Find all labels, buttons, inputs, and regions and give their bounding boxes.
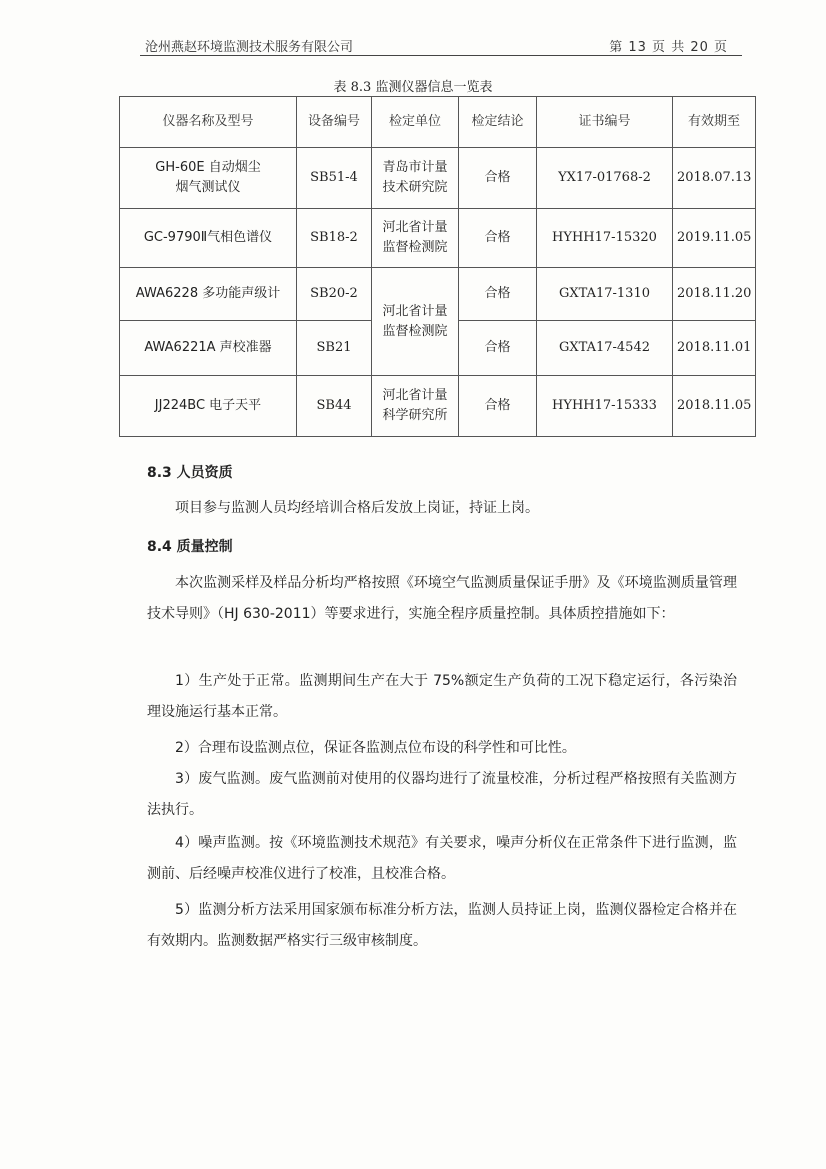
table-row (120, 376, 756, 437)
column-header: 设备编号 (297, 97, 372, 148)
instrument-name: JJ224BC 电子天平 (120, 376, 297, 437)
calibration-unit: 河北省计量监督检测院 (372, 268, 459, 376)
valid-until: 2018.07.13 (673, 148, 756, 209)
calibration-unit: 河北省计量科学研究所 (372, 376, 459, 437)
certificate-number: HYHH17-15320 (537, 209, 673, 268)
device-id: SB18-2 (297, 209, 372, 268)
table-row (120, 268, 756, 321)
qc-item-4: 4）噪声监测。按《环境监测技术规范》有关要求，噪声分析仪在正常条件下进行监测，监测前、后经噪声校准仪进行了校准，且校准合格。 (147, 835, 737, 882)
certificate-number: YX17-01768-2 (537, 148, 673, 209)
device-id: SB51-4 (297, 148, 372, 209)
device-id: SB20-2 (297, 268, 372, 321)
instrument-table (119, 96, 756, 437)
page-number: 第 13 页 共 20 页 (609, 40, 728, 55)
section-heading-8-4: 8.4 质量控制 (147, 539, 233, 555)
calibration-result: 合格 (459, 148, 537, 209)
device-id: SB21 (297, 321, 372, 376)
table-row (120, 209, 756, 268)
calibration-result: 合格 (459, 268, 537, 321)
column-header: 仪器名称及型号 (120, 97, 297, 148)
table-header-row (120, 97, 756, 148)
page-header (140, 33, 742, 56)
instrument-name: GH-60E 自动烟尘烟气测试仪 (120, 148, 297, 209)
calibration-result: 合格 (459, 321, 537, 376)
column-header: 证书编号 (537, 97, 673, 148)
section-heading-8-3: 8.3 人员资质 (147, 465, 233, 481)
qc-item-5: 5）监测分析方法采用国家颁布标准分析方法，监测人员持证上岗，监测仪器检定合格并在有效期内。监测数据严格实行三级审核制度。 (147, 902, 737, 949)
certificate-number: GXTA17-4542 (537, 321, 673, 376)
calibration-result: 合格 (459, 209, 537, 268)
column-header: 检定单位 (372, 97, 459, 148)
section-8-4-intro: 本次监测采样及样品分析均严格按照《环境空气监测质量保证手册》及《环境监测质量管理技术导则》（HJ 630-2011）等要求进行，实施全程序质量控制。具体质控措施如下： (147, 575, 737, 622)
instrument-name: AWA6221A 声校准器 (120, 321, 297, 376)
valid-until: 2018.11.05 (673, 376, 756, 437)
section-8-3-text: 项目参与监测人员均经培训合格后发放上岗证，持证上岗。 (175, 500, 539, 516)
table-caption: 表 8.3 监测仪器信息一览表 (333, 80, 493, 95)
certificate-number: GXTA17-1310 (537, 268, 673, 321)
company-name: 沧州燕赵环境监测技术服务有限公司 (145, 40, 354, 55)
qc-item-2: 2）合理布设监测点位，保证各监测点位布设的科学性和可比性。 (175, 740, 576, 756)
calibration-unit: 青岛市计量技术研究院 (372, 148, 459, 209)
column-header: 有效期至 (673, 97, 756, 148)
column-header: 检定结论 (459, 97, 537, 148)
certificate-number: HYHH17-15333 (537, 376, 673, 437)
instrument-name: AWA6228 多功能声级计 (120, 268, 297, 321)
device-id: SB44 (297, 376, 372, 437)
calibration-unit: 河北省计量监督检测院 (372, 209, 459, 268)
instrument-name: GC-9790Ⅱ气相色谱仪 (120, 209, 297, 268)
qc-item-3: 3）废气监测。废气监测前对使用的仪器均进行了流量校准，分析过程严格按照有关监测方法执行。 (147, 771, 737, 818)
calibration-result: 合格 (459, 376, 537, 437)
valid-until: 2018.11.01 (673, 321, 756, 376)
valid-until: 2019.11.05 (673, 209, 756, 268)
table-row (120, 148, 756, 209)
valid-until: 2018.11.20 (673, 268, 756, 321)
qc-item-1: 1）生产处于正常。监测期间生产在大于 75%额定生产负荷的工况下稳定运行，各污染治理设施运行基本正常。 (147, 673, 737, 720)
